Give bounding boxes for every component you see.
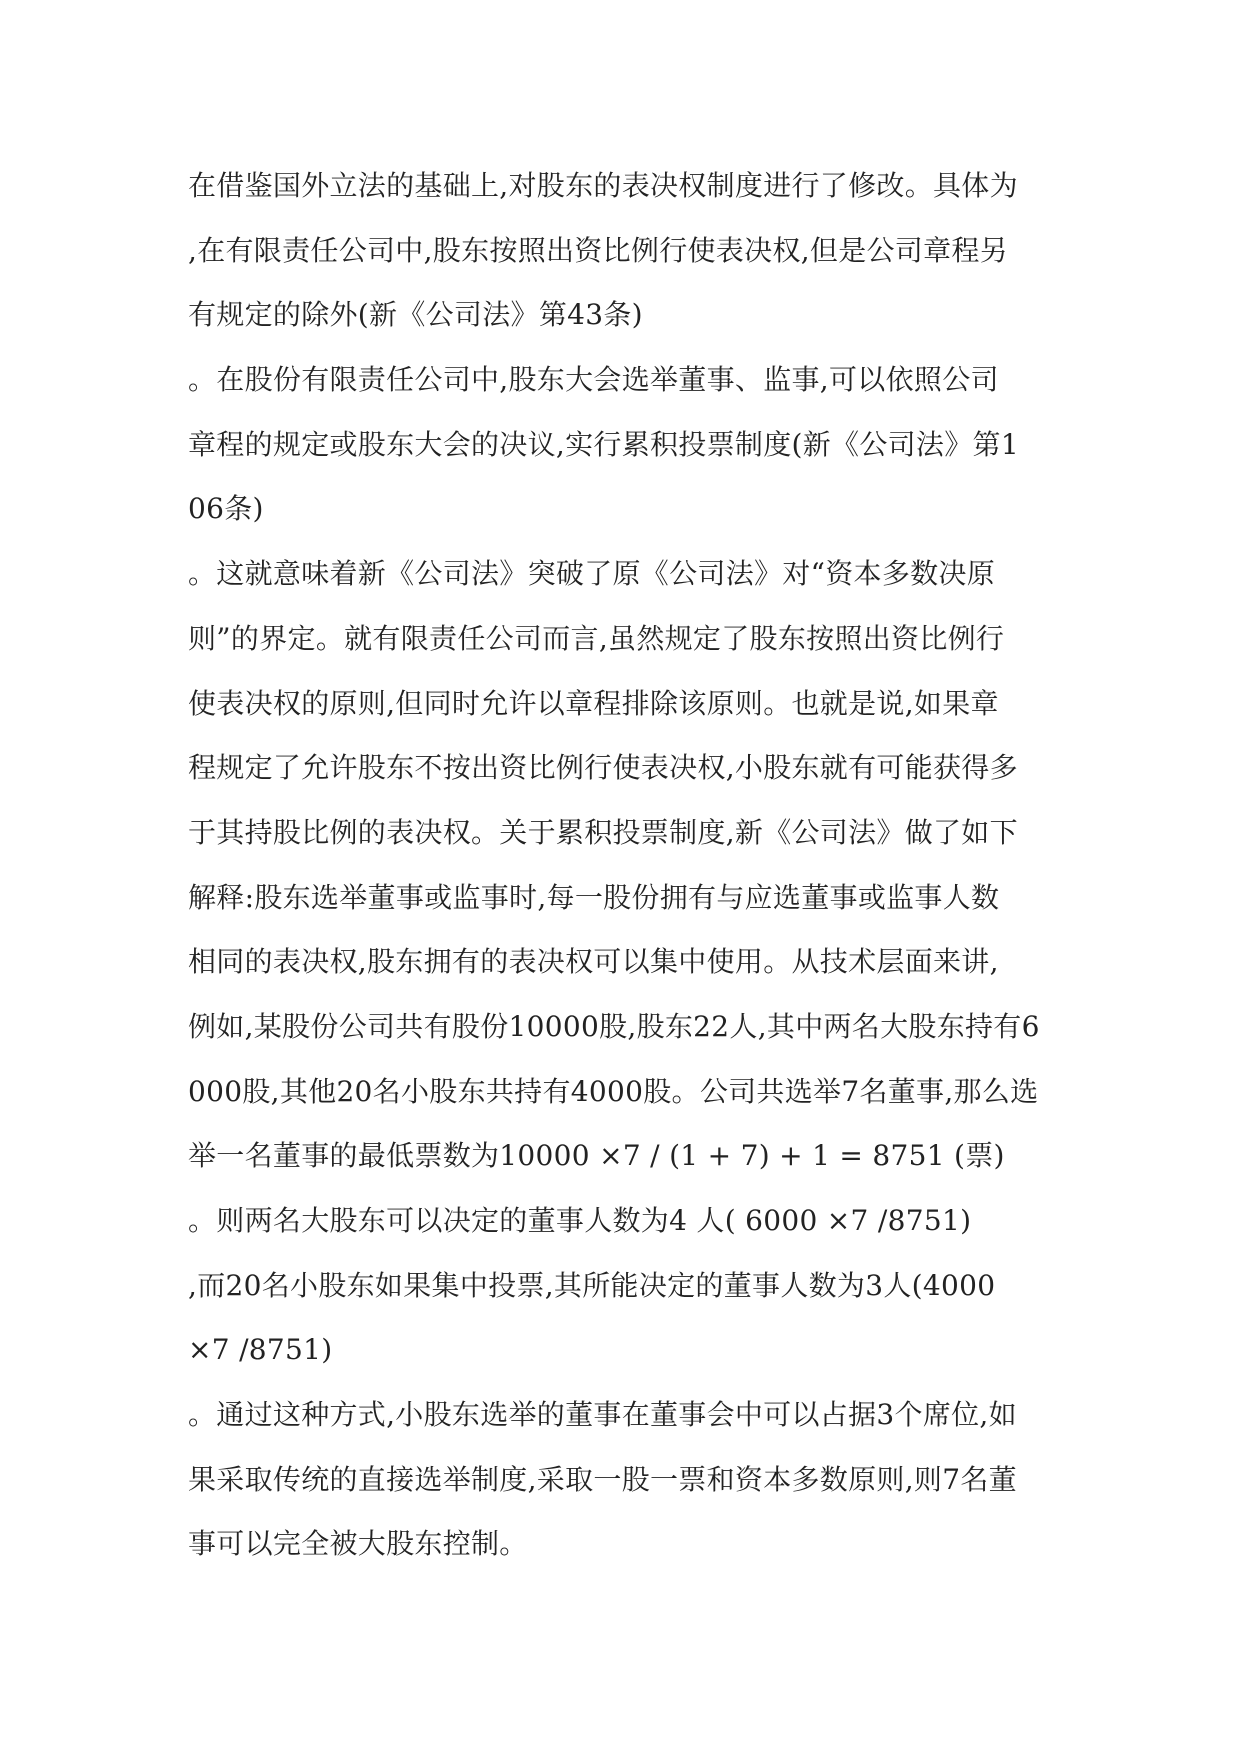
text-line: ,在有限责任公司中,股东按照出资比例行使表决权,但是公司章程另 [188, 233, 1009, 267]
text-line: ×7 /8751) [188, 1333, 333, 1367]
text-line: 章程的规定或股东大会的决议,实行累积投票制度(新《公司法》第1 [188, 427, 1019, 461]
text-line: 06条) [188, 492, 264, 526]
text-line: 000股,其他20名小股东共持有4000股。公司共选举7名董事,那么选 [188, 1074, 1039, 1108]
text-line: 例如,某股份公司共有股份10000股,股东22人,其中两名大股东持有6 [188, 1009, 1040, 1043]
body-text [188, 154, 1068, 1577]
text-line: 。通过这种方式,小股东选举的董事在董事会中可以占据3个席位,如 [188, 1398, 1017, 1432]
text-line: 解释:股东选举董事或监事时,每一股份拥有与应选董事或监事人数 [188, 880, 1000, 914]
text-line: 程规定了允许股东不按出资比例行使表决权,小股东就有可能获得多 [188, 751, 1018, 785]
text-line: 则”的界定。就有限责任公司而言,虽然规定了股东按照出资比例行 [188, 621, 1005, 655]
text-line: ,而20名小股东如果集中投票,其所能决定的董事人数为3人(4000 [188, 1268, 996, 1302]
text-line: 事可以完全被大股东控制。 [188, 1527, 528, 1561]
text-line: 使表决权的原则,但同时允许以章程排除该原则。也就是说,如果章 [188, 686, 999, 720]
text-line: 。则两名大股东可以决定的董事人数为4 人( 6000 ×7 /8751) [188, 1204, 972, 1237]
text-line: 果采取传统的直接选举制度,采取一股一票和资本多数原则,则7名董 [188, 1462, 1017, 1496]
text-line: 举一名董事的最低票数为10000 ×7 / (1 + 7) + 1 = 8751 (票) [188, 1139, 1005, 1173]
text-line: 在借鉴国外立法的基础上,对股东的表决权制度进行了修改。具体为 [188, 169, 1018, 202]
text-line: 相同的表决权,股东拥有的表决权可以集中使用。从技术层面来讲, [188, 945, 999, 979]
text-line: 。在股份有限责任公司中,股东大会选举董事、监事,可以依照公司 [188, 363, 999, 397]
text-line: 有规定的除外(新《公司法》第43条) [188, 298, 643, 332]
text-line: 。这就意味着新《公司法》突破了原《公司法》对“资本多数决原 [188, 557, 996, 591]
text-line: 于其持股比例的表决权。关于累积投票制度,新《公司法》做了如下 [188, 815, 1018, 849]
